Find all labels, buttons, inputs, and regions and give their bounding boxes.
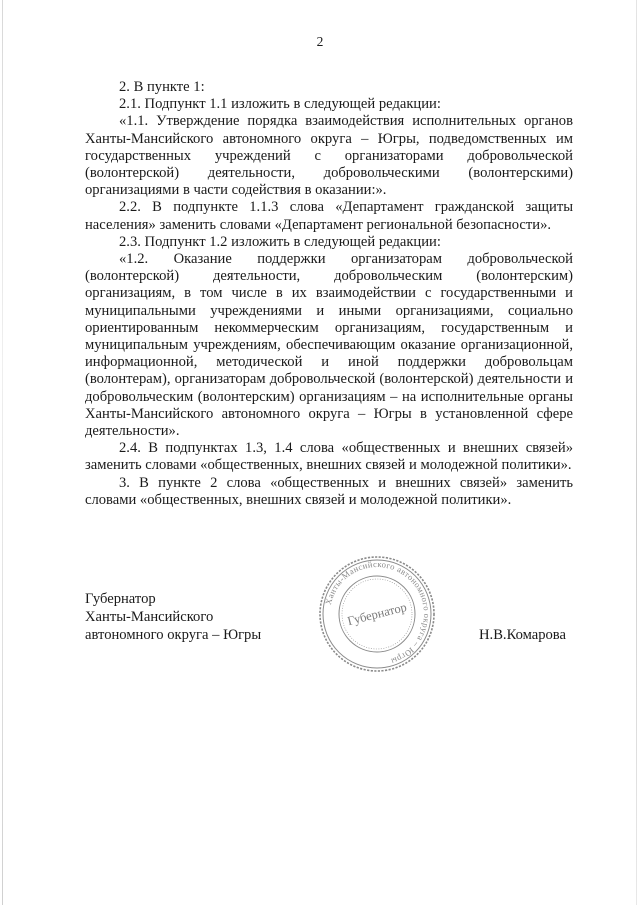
scan-edge-left [2, 0, 3, 905]
official-seal-stamp [317, 555, 437, 673]
paragraph: 2.1. Подпункт 1.1 изложить в следующей редакции: [119, 96, 441, 113]
seal-center-text: Губернатор [345, 599, 409, 629]
seal-ring-text: Ханты-Мансийского автономного округа – Югры [322, 558, 433, 667]
page-number: 2 [316, 34, 324, 49]
signatory-title-line: Губернатор [85, 591, 156, 607]
paragraph: 2.3. Подпункт 1.2 изложить в следующей редакции: [119, 233, 441, 250]
paragraph: «1.1. Утверждение порядка взаимодействия исполнительных органов Ханты-Мансийского автономного округа – Югры, подведомственных им государственных учреждений с организаторами добровольческой (волонтерской) деятельности, добровольческими (волонтерскими) организациями в части содействия в оказании:». [85, 113, 573, 199]
paragraph: 2.4. В подпунктах 1.3, 1.4 слова «общественных и внешних связей» заменить словами «общественных, внешних связей и молодежной политики». [85, 440, 573, 474]
signatory-title [85, 590, 261, 644]
scan-edge-right [636, 0, 637, 905]
paragraph: 3. В пункте 2 слова «общественных и внешних связей» заменить словами «общественных, внешних связей и молодежной политики». [85, 474, 573, 508]
document-body [85, 79, 573, 509]
signatory-title-line: Ханты-Мансийского [85, 609, 214, 625]
paragraph: «1.2. Оказание поддержки организаторам добровольческой (волонтерской) деятельности, добровольческим (волонтерским) организациям, в том числе в их взаимодействии с государственными и муниципальными учреждениями и иными организациями, социально ориентированным некоммерческим организациям, государственным и муниципальным учреждениям, обеспечивающим оказание организационной, информационной, методической и иной поддержки добровольцам (волонтерам), организаторам добровольческой (волонтерской) деятельности и добровольческим (волонтерским) организациям – на исполнительные органы Ханты-Мансийского автономного округа – Югры в установленной сфере деятельности». [85, 251, 573, 440]
signatory-title-line: автономного округа – Югры [85, 627, 262, 643]
paragraph: 2.2. В подпункте 1.1.3 слова «Департамент гражданской защиты населения» заменить словами «Департамент региональной безопасности». [85, 199, 573, 233]
signer-name: Н.В.Комарова [479, 627, 566, 643]
paragraph: 2. В пункте 1: [119, 79, 205, 95]
